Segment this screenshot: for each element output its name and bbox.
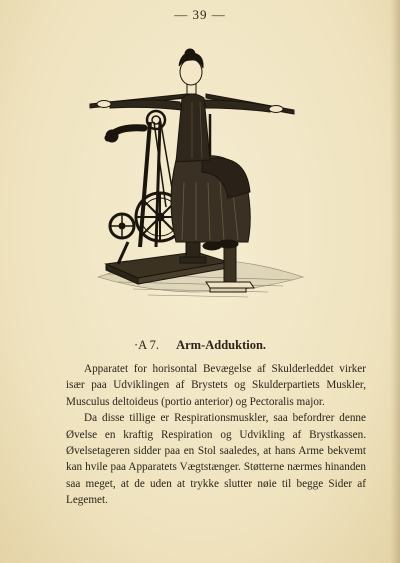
seated-woman-figure — [97, 49, 283, 250]
figure-number: ·A 7. — [133, 338, 159, 352]
page-edge-shadow — [390, 0, 400, 563]
figure-title: Arm-Adduktion. — [176, 338, 267, 352]
figure-caption — [0, 338, 400, 353]
paragraph: Da disse tillige er Respirationsmuskler, saa befordrer denne Øvelse en kraftig Respiration og Udvikling af Brystkassen. Øvelsetageren sidder paa en Stol saaledes, at hans Arme bekvemt kan hvile paa Apparatets Vægtstænger. Støtterne nærmes hinanden saa meget, at de uden at trykke slutter nøie til begge Sider af Legemet. — [66, 412, 366, 507]
page-number: — 39 — — [174, 7, 226, 22]
arm-adduction-apparatus-illustration — [78, 42, 318, 312]
body-text — [66, 361, 366, 509]
paragraph: Apparatet for horisontal Bevægelse af Skulderleddet virker især paa Udviklingen af Brystets og Skulderpartiets Muskler, Musculus deltoideus (portio anterior) og Pectoralis major. — [66, 363, 366, 408]
